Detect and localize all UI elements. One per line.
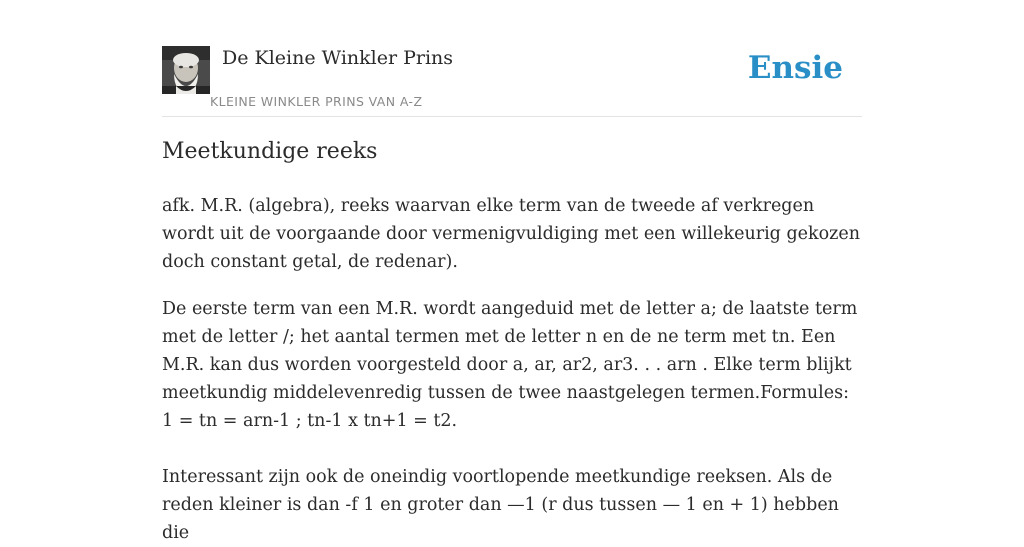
source-label[interactable]: KLEINE WINKLER PRINS VAN A-Z bbox=[210, 94, 423, 109]
author-portrait-icon bbox=[162, 46, 210, 94]
paragraph-3: Interessant zijn ook de oneindig voortlopende meetkundige reeksen. Als de reden kleiner is dan -f 1 en groter dan —1 (r dus tussen — 1 en + 1) hebben die bbox=[162, 467, 839, 543]
paragraph-1: afk. M.R. (algebra), reeks waarvan elke term van de tweede af verkregen wordt uit de voorgaande door vermenigvuldiging met een willekeurig gekozen doch constant getal, de redenar). bbox=[162, 196, 860, 272]
author-name[interactable]: De Kleine Winkler Prins bbox=[222, 47, 454, 69]
page-title: Meetkundige reeks bbox=[162, 139, 378, 164]
paragraph-2: De eerste term van een M.R. wordt aangeduid met de letter a; de laatste term met de letter /; het aantal termen met de letter n en de ne term met tn. Een M.R. kan dus worden voorgesteld door a, ar, ar2, ar3. . . arn . Elke term blijkt meetkundig middelevenredig tussen de twee naastgelegen termen.Formules: 1 = tn = arn-1 ; tn-1 x tn+1 = t2. bbox=[162, 299, 858, 431]
brand-logo[interactable]: Ensie bbox=[747, 50, 843, 86]
avatar[interactable] bbox=[162, 46, 210, 94]
article-header bbox=[162, 46, 862, 117]
